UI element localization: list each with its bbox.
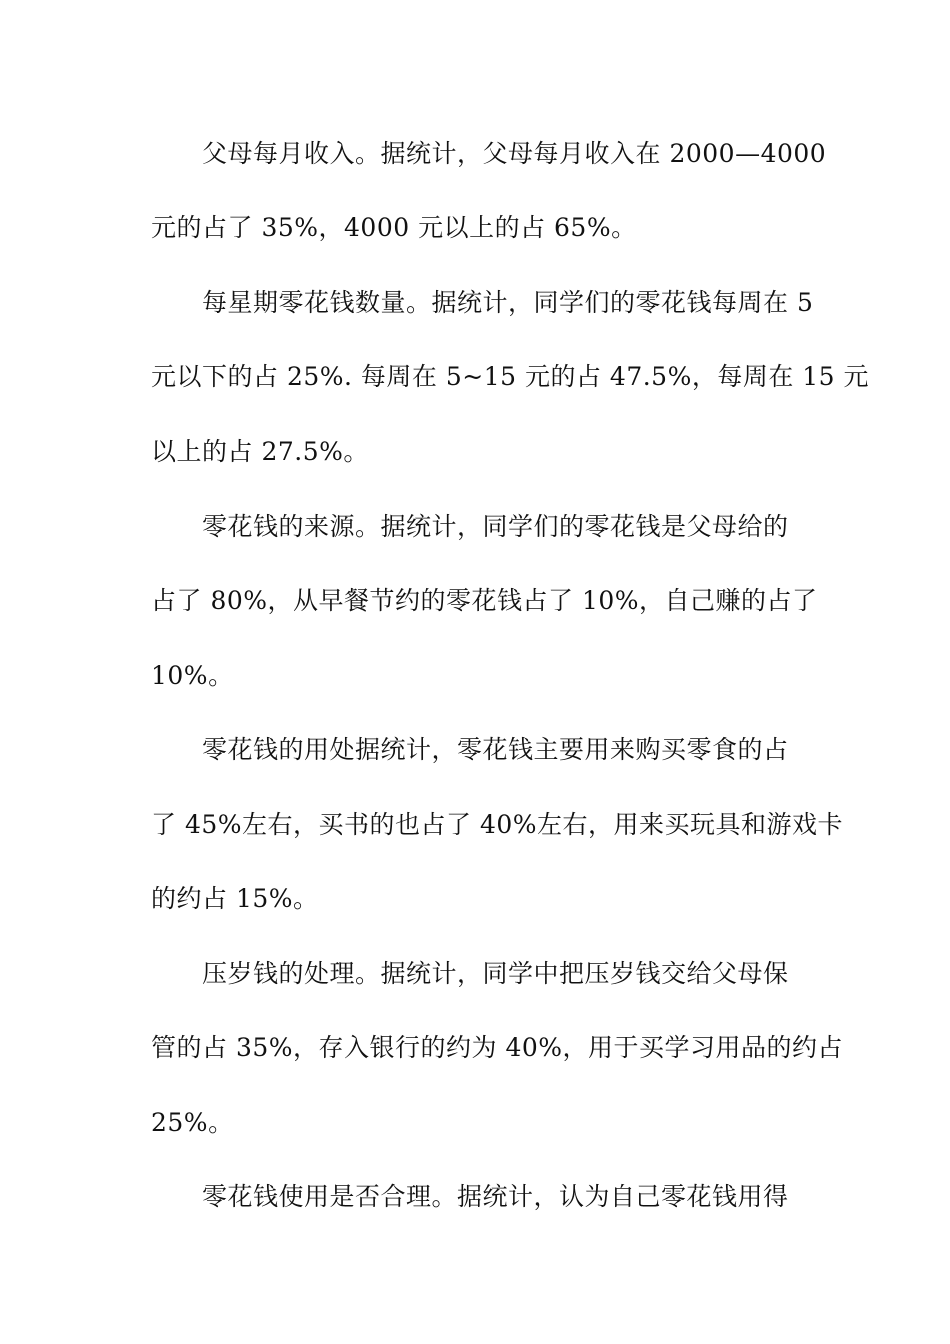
paragraph-weekly-allowance-line-2: 元以下的占 25%. 每周在 5~15 元的占 47.5%，每周在 15 元 <box>151 362 870 391</box>
paragraph-lucky-money-line-3: 25%。 <box>151 1108 234 1137</box>
paragraph-lucky-money-line-2: 管的占 35%，存入银行的约为 40%，用于买学习用品的约占 <box>151 1033 844 1062</box>
paragraph-allowance-source-line-1: 零花钱的来源。据统计，同学们的零花钱是父母给的 <box>202 512 789 541</box>
paragraph-allowance-source-line-2: 占了 80%，从早餐节约的零花钱占了 10%，自己赚的占了 <box>151 586 818 615</box>
paragraph-weekly-allowance-line-3: 以上的占 27.5%。 <box>151 437 369 466</box>
paragraph-reasonable-usage-line-1: 零花钱使用是否合理。据统计，认为自己零花钱用得 <box>202 1182 789 1211</box>
paragraph-allowance-usage-line-2: 了 45%左右，买书的也占了 40%左右，用来买玩具和游戏卡 <box>151 810 844 839</box>
paragraph-allowance-usage-line-3: 的约占 15%。 <box>151 884 319 913</box>
paragraph-parent-income-line-2: 元的占了 35%，4000 元以上的占 65%。 <box>151 213 637 242</box>
paragraph-lucky-money-line-1: 压岁钱的处理。据统计，同学中把压岁钱交给父母保 <box>202 959 789 988</box>
paragraph-parent-income-line-1: 父母每月收入。据统计，父母每月收入在 2000—4000 <box>202 139 827 168</box>
paragraph-weekly-allowance-line-1: 每星期零花钱数量。据统计，同学们的零花钱每周在 5 <box>202 288 814 317</box>
paragraph-allowance-source-line-3: 10%。 <box>151 661 234 690</box>
paragraph-allowance-usage-line-1: 零花钱的用处据统计，零花钱主要用来购买零食的占 <box>202 735 789 764</box>
